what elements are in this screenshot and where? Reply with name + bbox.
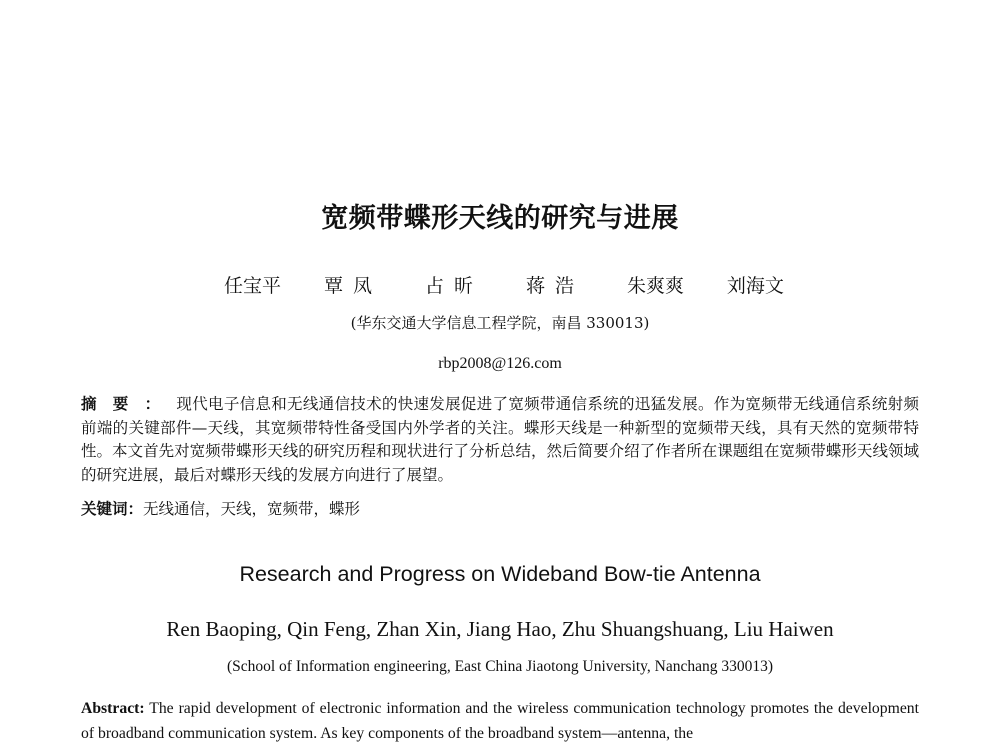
chinese-author-ren-baoping: 任宝平 <box>224 275 282 297</box>
english-abstract-text: The rapid development of electronic information and the wireless communication technology promotes the development of broadband communication system. As key components of the broadband system—antenna, the <box>81 700 919 742</box>
english-affiliation: (School of Information engineering, East China Jiaotong University, Nanchang 330013) <box>226 658 774 675</box>
chinese-keywords-label: 关键词： <box>81 500 144 518</box>
chinese-title: 宽频带蝶形天线的研究与进展 <box>321 203 679 234</box>
chinese-author-zhan-xin: 占昕 <box>424 275 483 297</box>
chinese-abstract <box>81 393 919 487</box>
english-abstract <box>81 696 919 748</box>
author-email: rbp2008@126.com <box>438 355 562 372</box>
english-abstract-label: Abstract: <box>81 700 145 717</box>
chinese-author-zhu-shuangshuang: 朱爽爽 <box>626 275 684 297</box>
chinese-affiliation: (华东交通大学信息工程学院，南昌 330013) <box>350 314 650 332</box>
chinese-abstract-text: 现代电子信息和无线通信技术的快速发展促进了宽频带通信系统的迅猛发展。作为宽频带无线通信系统射频前端的关键部件—天线，其宽频带特性备受国内外学者的关注。蝶形天线是一种新型的宽频带天线，具有天然的宽频带特性。本文首先对宽频带蝶形天线的研究历程和现状进行了分析总结，然后简要介绍了作者所在课题组在宽频带蝶形天线领域的研究进展，最后对蝶形天线的发展方向进行了展望。 <box>81 395 919 484</box>
chinese-author-liu-haiwen: 刘海文 <box>726 275 784 297</box>
chinese-abstract-label: 摘要： <box>81 395 177 413</box>
chinese-author-qin-feng: 覃凤 <box>323 275 382 297</box>
chinese-keywords-text: 无线通信，天线，宽频带，蝶形 <box>143 500 361 518</box>
chinese-author-jiang-hao: 蒋浩 <box>525 275 584 297</box>
chinese-keywords <box>81 497 919 521</box>
english-title: Research and Progress on Wideband Bow-tie Antenna <box>239 562 761 586</box>
english-author-list: Ren Baoping, Qin Feng, Zhan Xin, Jiang Hao, Zhu Shuangshuang, Liu Haiwen <box>166 617 834 641</box>
chinese-author-list <box>224 273 784 299</box>
